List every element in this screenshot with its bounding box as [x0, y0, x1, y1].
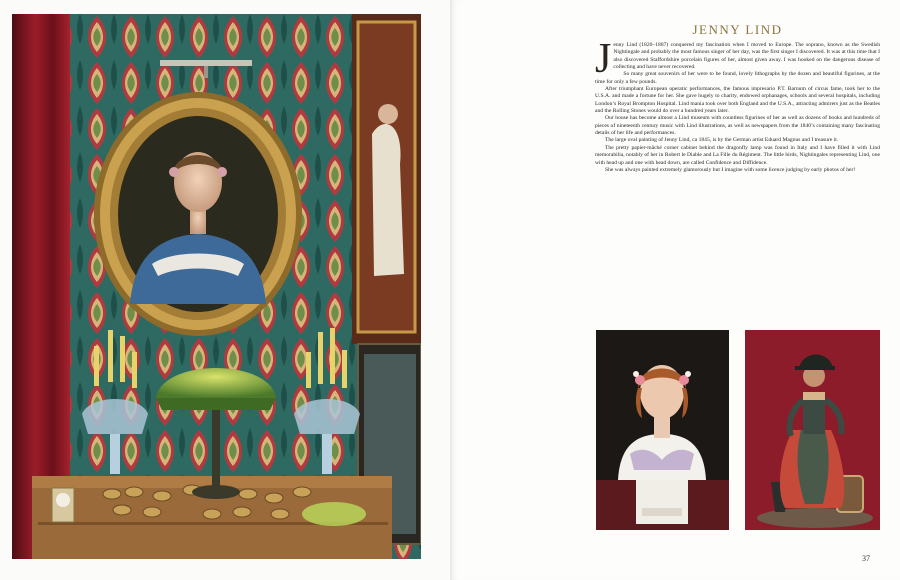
article-body [595, 42, 880, 294]
paragraph-5: The large oval painting of Jenny Lind, ca 1845, is by the German artist Eduard Magnus and I treasure it. [605, 137, 839, 144]
drop-cap: J [595, 42, 612, 82]
main-photo [12, 14, 421, 559]
page-number: 37 [862, 554, 870, 563]
bust-illustration [596, 330, 729, 530]
parlour-photo-illustration [12, 14, 421, 559]
bust-photo [596, 330, 729, 530]
figurine-photo [745, 330, 880, 530]
paragraph-1-text: enny Lind (1820–1887) conquered my fascination when I moved to Europe. The soprano, known as the Swedish Nightingale and probably the most famous singer of her day, was the first singer I discovered. It was at this time that I also discovered Staffordshire porcelain figures of her, almost given away. I was hooked on the dangerous disease of collecting and have never recovered. [613, 42, 880, 71]
paragraph-7: She was always painted extremely glamorously but I imagine with some licence judging by early photos of her! [605, 166, 856, 173]
paragraph-3: After triumphant European operatic performances, the famous impresario P.T. Barnum of circus fame, took her to the U.S.A. and made a fortune for her. She gave hugely to charity, endowed orphanages, schools and several hospitals, including London’s Royal Brompton Hospital. Lind mania took over both England and the U.S.A., attracting admirers just as the Beatles and the Rolling Stones would do over a hundred years later. [595, 86, 880, 115]
paragraph-4: Our house has become almost a Lind museum with countless figurines of her as well as dozens of books and hundreds of pieces of nineteenth century music with Lind illustrations, as well as newspapers from the 1840’s containing many fascinating details of her life and performances. [595, 115, 880, 137]
article-title: JENNY LIND [692, 21, 783, 37]
paragraph-2: So many great souvenirs of her were to be found, lovely lithographs by the dozen and beautiful figurines, at the time for only a few pounds. [595, 71, 880, 85]
paragraph-6: The pretty papier-mâché corner cabinet behind the dragonfly lamp was found in Italy and I have filled it with Lind memorabilia, notably of her in Robert le Diable and La Fille du Régiment. The little birds, Nightingales representing Lind, one with head up and one with head down, are called Confidence and Diffidence. [595, 144, 880, 166]
figurine-illustration [745, 330, 880, 530]
